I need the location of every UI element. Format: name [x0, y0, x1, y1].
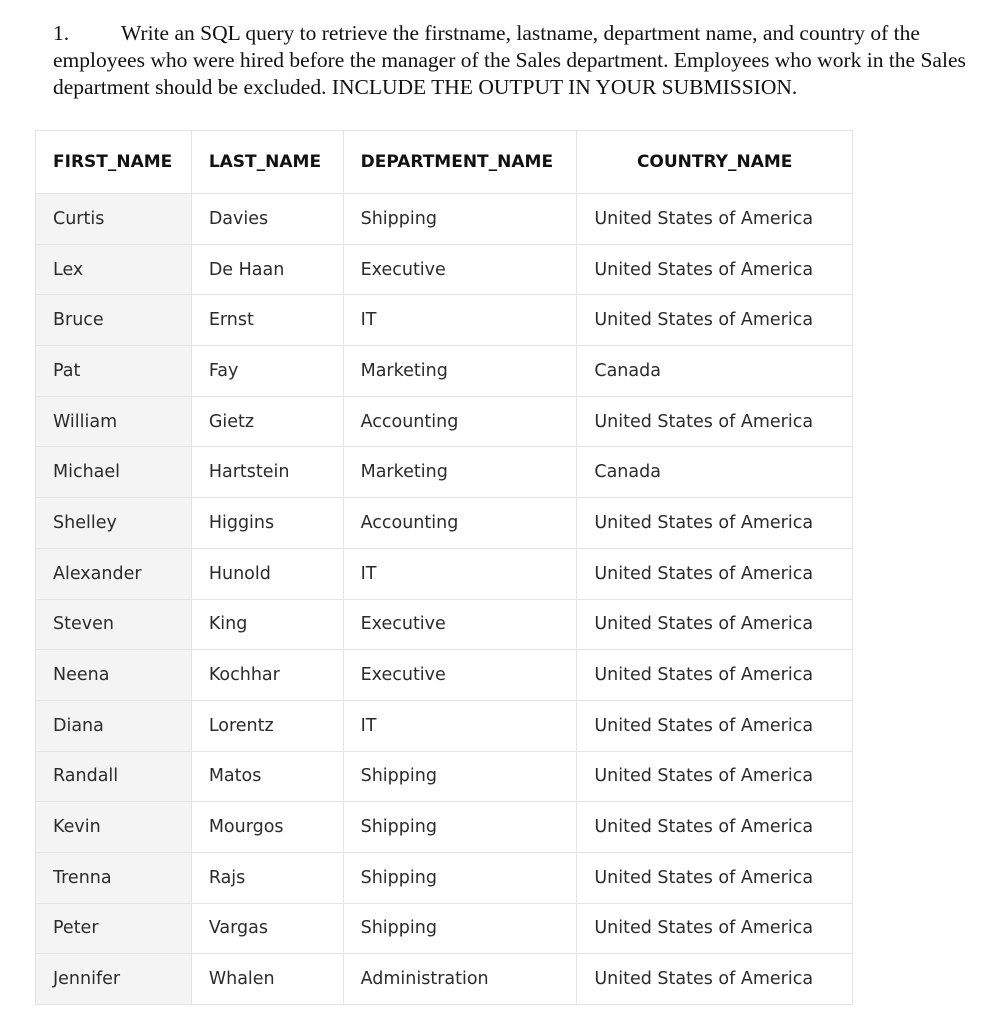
- cell-country-name: United States of America: [577, 700, 853, 751]
- cell-last-name: Davies: [191, 194, 343, 245]
- cell-first-name: Peter: [36, 903, 192, 954]
- cell-department-name: IT: [343, 700, 577, 751]
- cell-country-name: United States of America: [577, 802, 853, 853]
- cell-country-name: United States of America: [577, 954, 853, 1005]
- cell-first-name: Steven: [36, 599, 192, 650]
- cell-department-name: Administration: [343, 954, 577, 1005]
- table-row: [36, 396, 853, 447]
- cell-last-name: Rajs: [191, 852, 343, 903]
- cell-first-name: Shelley: [36, 498, 192, 549]
- table-header-row: [36, 131, 853, 194]
- cell-last-name: Kochhar: [191, 650, 343, 701]
- cell-department-name: Shipping: [343, 802, 577, 853]
- cell-department-name: Shipping: [343, 194, 577, 245]
- table-row: [36, 194, 853, 245]
- cell-last-name: King: [191, 599, 343, 650]
- cell-first-name: Pat: [36, 346, 192, 397]
- cell-country-name: United States of America: [577, 295, 853, 346]
- table-row: [36, 295, 853, 346]
- cell-country-name: United States of America: [577, 194, 853, 245]
- cell-country-name: United States of America: [577, 599, 853, 650]
- table-row: [36, 802, 853, 853]
- cell-country-name: United States of America: [577, 903, 853, 954]
- cell-first-name: Bruce: [36, 295, 192, 346]
- table-row: [36, 498, 853, 549]
- cell-first-name: Curtis: [36, 194, 192, 245]
- table-row: [36, 447, 853, 498]
- cell-country-name: Canada: [577, 346, 853, 397]
- table-row: [36, 244, 853, 295]
- cell-department-name: Executive: [343, 244, 577, 295]
- question-text: Write an SQL query to retrieve the firstname, lastname, department name, and country of the employees who were hired before the manager of the Sales department. Employees who work in the Sales department should be excluded. INCLUDE THE OUTPUT IN YOUR SUBMISSION.: [53, 21, 966, 99]
- cell-department-name: Marketing: [343, 447, 577, 498]
- cell-last-name: Lorentz: [191, 700, 343, 751]
- cell-country-name: Canada: [577, 447, 853, 498]
- cell-last-name: Gietz: [191, 396, 343, 447]
- cell-department-name: Shipping: [343, 852, 577, 903]
- cell-department-name: Executive: [343, 650, 577, 701]
- cell-first-name: Jennifer: [36, 954, 192, 1005]
- table-row: [36, 700, 853, 751]
- cell-last-name: Matos: [191, 751, 343, 802]
- question-paragraph: [53, 20, 983, 101]
- table-row: [36, 650, 853, 701]
- question-number: 1.: [53, 21, 70, 45]
- header-department-name: DEPARTMENT_NAME: [343, 131, 577, 194]
- cell-first-name: Kevin: [36, 802, 192, 853]
- table-row: [36, 852, 853, 903]
- cell-last-name: De Haan: [191, 244, 343, 295]
- cell-country-name: United States of America: [577, 650, 853, 701]
- cell-first-name: Michael: [36, 447, 192, 498]
- cell-last-name: Ernst: [191, 295, 343, 346]
- cell-country-name: United States of America: [577, 498, 853, 549]
- cell-country-name: United States of America: [577, 751, 853, 802]
- header-last-name: LAST_NAME: [191, 131, 343, 194]
- cell-first-name: Trenna: [36, 852, 192, 903]
- cell-last-name: Higgins: [191, 498, 343, 549]
- cell-department-name: Executive: [343, 599, 577, 650]
- cell-department-name: Accounting: [343, 498, 577, 549]
- table-row: [36, 548, 853, 599]
- table-body: [36, 194, 853, 1005]
- table-row: [36, 599, 853, 650]
- table-row: [36, 346, 853, 397]
- cell-first-name: Diana: [36, 700, 192, 751]
- cell-country-name: United States of America: [577, 244, 853, 295]
- cell-first-name: Alexander: [36, 548, 192, 599]
- cell-department-name: Shipping: [343, 751, 577, 802]
- cell-last-name: Mourgos: [191, 802, 343, 853]
- table-row: [36, 751, 853, 802]
- table-row: [36, 903, 853, 954]
- cell-department-name: Accounting: [343, 396, 577, 447]
- cell-country-name: United States of America: [577, 396, 853, 447]
- cell-last-name: Fay: [191, 346, 343, 397]
- cell-department-name: IT: [343, 295, 577, 346]
- cell-department-name: Shipping: [343, 903, 577, 954]
- table-row: [36, 954, 853, 1005]
- cell-last-name: Vargas: [191, 903, 343, 954]
- cell-first-name: Neena: [36, 650, 192, 701]
- cell-department-name: Marketing: [343, 346, 577, 397]
- cell-country-name: United States of America: [577, 852, 853, 903]
- cell-first-name: William: [36, 396, 192, 447]
- cell-first-name: Lex: [36, 244, 192, 295]
- cell-last-name: Hunold: [191, 548, 343, 599]
- query-output-table: [35, 130, 853, 1005]
- header-country-name: COUNTRY_NAME: [577, 131, 853, 194]
- cell-last-name: Hartstein: [191, 447, 343, 498]
- cell-first-name: Randall: [36, 751, 192, 802]
- cell-department-name: IT: [343, 548, 577, 599]
- cell-last-name: Whalen: [191, 954, 343, 1005]
- cell-country-name: United States of America: [577, 548, 853, 599]
- header-first-name: FIRST_NAME: [36, 131, 192, 194]
